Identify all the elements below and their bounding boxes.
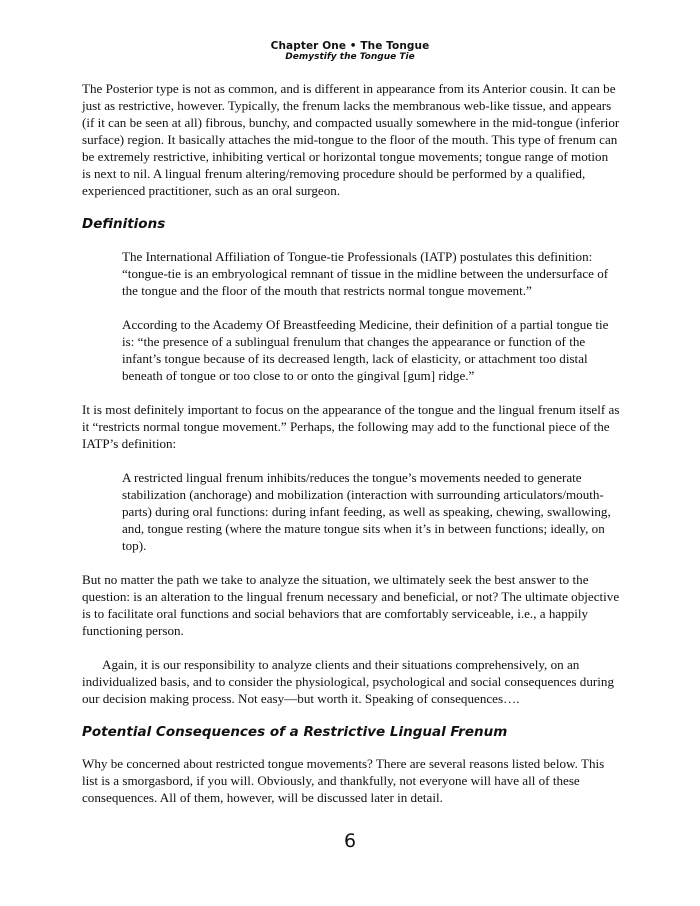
page-body bbox=[82, 80, 620, 806]
definitions-block bbox=[122, 248, 620, 384]
running-header bbox=[0, 40, 700, 62]
paragraph-appearance-focus: It is most definitely important to focus on the appearance of the tongue and the lingual frenum itself as it “restricts normal tongue movement.” Perhaps, the following may add to the functional piece of the IATP’s definition: bbox=[82, 402, 620, 451]
paragraph-responsibility: Again, it is our responsibility to analyze clients and their situations comprehensively, on an individualized basis, and to consider the physiological, psychological and social consequences during our decision making process. Not easy—but worth it. Speaking of consequences…. bbox=[82, 657, 614, 706]
functional-definition-block bbox=[122, 469, 620, 554]
quote-iatp-definition: The International Affiliation of Tongue-tie Professionals (IATP) postulates this definition: “tongue-tie is an embryological remnant of tissue in the midline between the undersurface of the tongue and the floor of the mouth that restricts normal tongue movement.” bbox=[122, 249, 609, 298]
paragraph-posterior-type: The Posterior type is not as common, and is different in appearance from its Anterior cousin. It can be just as restrictive, however. Typically, the frenum lacks the membranous web-like tissue, and appears (if it can be seen at all) fibrous, bunchy, and compacted usually somewhere in the mid-tongue (inferior surface) region. It basically attaches the mid-tongue to the floor of the mouth. This type of frenum can be extremely restrictive, inhibiting vertical or horizontal tongue movements; tongue range of motion is next to nil. A lingual frenum altering/removing procedure should be performed by a qualified, experienced practitioner, such as an oral surgeon. bbox=[82, 81, 620, 198]
book-subtitle: Demystify the Tongue Tie bbox=[285, 52, 415, 63]
chapter-title: Chapter One • The Tongue bbox=[270, 40, 430, 52]
paragraph-best-answer: But no matter the path we take to analyze the situation, we ultimately seek the best answer to the question: is an alteration to the lingual frenum necessary and beneficial, or not? The ultimate objective is to facilitate oral functions and social behaviors that are comfortably serviceable, i.e., a happily functioning person. bbox=[82, 572, 620, 638]
quote-abm-definition: According to the Academy Of Breastfeeding Medicine, their definition of a partial tongue tie is: “the presence of a sublingual frenulum that changes the appearance or function of the infant’s tongue because of its decreased length, lack of elasticity, or attachment too distal beneath of tongue or too close to or onto the gingival [gum] ridge.” bbox=[122, 317, 609, 383]
paragraph-why-concerned: Why be concerned about restricted tongue movements? There are several reasons listed below. This list is a smorgasbord, if you will. Obviously, and thankfully, not everyone will have all of these consequences. All of them, however, will be discussed later in detail. bbox=[82, 756, 605, 805]
page-number: 6 bbox=[343, 830, 357, 852]
heading-definitions: Definitions bbox=[82, 216, 166, 232]
heading-potential-consequences: Potential Consequences of a Restrictive Lingual Frenum bbox=[82, 724, 508, 740]
quote-functional-definition: A restricted lingual frenum inhibits/reduces the tongue’s movements needed to generate stabilization (anchorage) and mobilization (interaction with surrounding articulators/mouth-parts) during oral functions: during infant feeding, as well as speaking, chewing, swallowing, and, tongue resting (where the mature tongue sits when it’s in between functions; ideally, on top). bbox=[122, 470, 611, 553]
